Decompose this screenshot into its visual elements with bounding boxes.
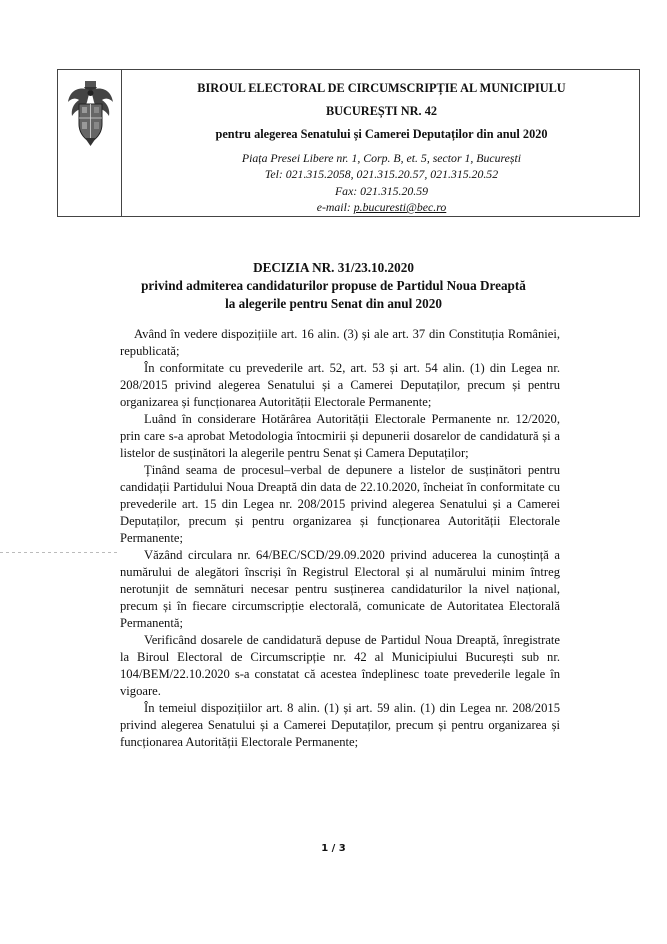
header-telephone: Tel: 021.315.2058, 021.315.20.57, 021.315.20.52 [264, 167, 499, 181]
decision-subtitle-2: la alegerile pentru Senat din anul 2020 [225, 296, 442, 311]
scan-artifact-line [0, 552, 118, 553]
paragraph-2: În conformitate cu prevederile art. 52, art. 53 și art. 54 alin. (1) din Legea nr. 208/2015 privind alegerea Senatului și a Camerei Deputaților, precum și pentru organizarea și funcționarea Autorității Electorale Permanente; [120, 361, 560, 409]
paragraph-1: Având în vedere dispozițiile art. 16 alin. (3) și ale art. 37 din Constituția României, republicată; [120, 327, 560, 358]
paragraph-4: Ținând seama de procesul–verbal de depunere a listelor de susținători pentru candidații Partidului Noua Dreaptă din data de 22.10.2020, încheiat în conformitate cu prevederile art. 15 din Legea nr. 208/2015 privind alegerea Senatului și a Camerei Deputaților, precum și pentru organizarea și funcționarea Autorității Electorale Permanente; [120, 463, 560, 545]
body-paragraphs [120, 326, 560, 751]
header-email [128, 200, 635, 215]
header-address: Piața Presei Libere nr. 1, Corp. B, et. 5, sector 1, București [241, 151, 522, 165]
paragraph-7: În temeiul dispozițiilor art. 8 alin. (1) și art. 59 alin. (1) din Legea nr. 208/2015 privind alegerea Senatului și a Camerei Deputaților, precum și pentru organizarea și funcționarea Autorității Electorale Permanente; [120, 701, 560, 749]
coat-of-arms-icon [67, 80, 114, 146]
header-purpose: pentru alegerea Senatului și Camerei Deputaților din anul 2020 [215, 127, 548, 141]
email-link[interactable]: p.bucuresti@bec.ro [353, 200, 447, 214]
paragraph-3: Luând în considerare Hotărârea Autorității Electorale Permanente nr. 12/2020, prin care s-a aprobat Metodologia întocmirii și depunerii dosarelor de candidatură și a listelor de susținători la alegerile pentru Senat și Camera Deputaților; [120, 412, 560, 460]
page-number: 1 / 3 [321, 843, 346, 854]
header-divider [121, 70, 122, 216]
letterhead [57, 69, 640, 217]
header-institution-number: BUCUREȘTI NR. 42 [325, 104, 438, 118]
paragraph-6: Verificând dosarele de candidatură depuse de Partidul Noua Dreaptă, înregistrate la Biroul Electoral de Circumscripție nr. 42 al Municipiului București sub nr. 104/BEM/22.10.2020 s-a constatat că acestea îndeplinesc toate prevederile legale în vigoare. [120, 633, 560, 698]
decision-title: DECIZIA NR. 31/23.10.2020 [253, 260, 414, 275]
header-institution: BIROUL ELECTORAL DE CIRCUMSCRIPȚIE AL MUNICIPIULU [197, 81, 566, 95]
decision-subtitle-1: privind admiterea candidaturilor propuse de Partidul Noua Dreaptă [141, 278, 526, 293]
header-fax: Fax: 021.315.20.59 [334, 184, 429, 198]
email-label: e-mail: [316, 200, 354, 214]
paragraph-5: Văzând circulara nr. 64/BEC/SCD/29.09.2020 privind aducerea la cunoștință a numărului de alegători înscriși în Registrul Electoral și al numărului minim întreg nerotunjit de semnături necesar pentru susținerea candidaturilor la nivel național, precum și în fiecare circumscripție electorală, comunicate de Autoritatea Electorală Permanentă; [120, 548, 560, 630]
